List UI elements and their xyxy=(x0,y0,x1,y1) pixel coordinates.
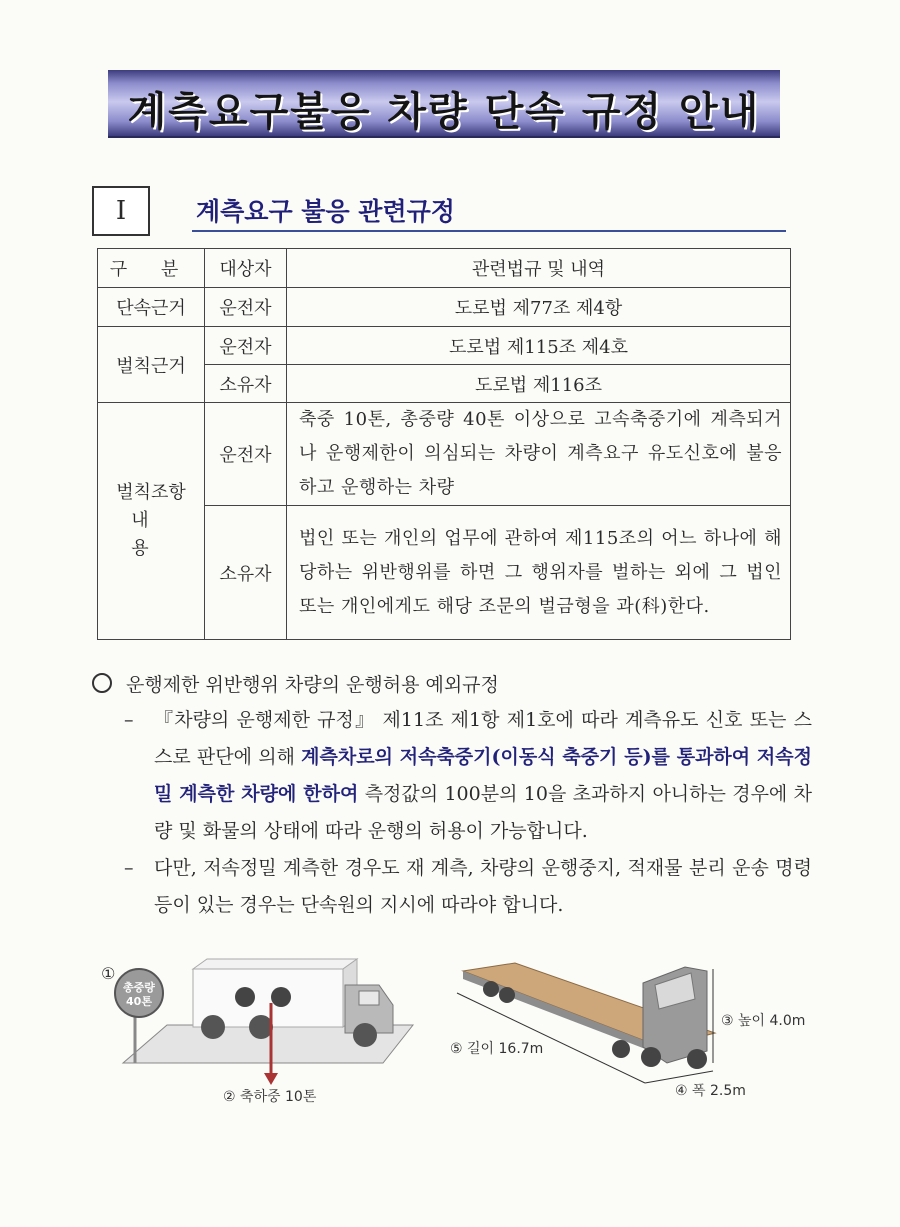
title-banner xyxy=(108,70,780,136)
target-cell: 소유자 xyxy=(205,365,287,403)
exception-rules xyxy=(92,664,812,924)
arrow-head-icon xyxy=(264,1073,278,1085)
header-target: 대상자 xyxy=(205,249,287,288)
list-item xyxy=(124,850,812,924)
category-cell xyxy=(98,403,205,640)
wheel-icon xyxy=(353,1023,377,1047)
label1-line1: 총중량 xyxy=(123,981,155,994)
box-truck-diagram xyxy=(101,959,413,1105)
circle-bullet-icon xyxy=(92,673,112,693)
section-title: 계측요구 불응 관련규정 xyxy=(196,197,455,226)
page-title: 계측요구불응 차량 단속 규정 안내 xyxy=(127,89,761,135)
list-item xyxy=(124,702,812,850)
axle-icon xyxy=(271,987,291,1007)
content-cell: 도로법 제77조 제4항 xyxy=(287,288,791,327)
width-dimension-line xyxy=(645,1071,713,1083)
label1-number: ① xyxy=(101,964,116,983)
regulation-table xyxy=(97,248,791,640)
content-cell: 도로법 제115조 제4호 xyxy=(287,327,791,365)
category-line1: 벌칙조항 xyxy=(116,482,186,503)
wheel-icon xyxy=(687,1049,707,1069)
target-cell: 운전자 xyxy=(205,403,287,506)
list-item-text: 다만, 저속정밀 계측한 경우도 재 계측, 차량의 운행중지, 적재물 분리 운송 명령 등이 있는 경우는 단속원의 지시에 따라야 합니다. xyxy=(154,857,812,916)
category-cell: 단속근거 xyxy=(98,288,205,327)
dash-icon: – xyxy=(124,709,134,731)
target-cell: 운전자 xyxy=(205,327,287,365)
table-row xyxy=(98,403,791,506)
category-line2: 내 용 xyxy=(131,510,171,559)
header-category: 구 분 xyxy=(98,249,205,288)
cab-window xyxy=(359,991,379,1005)
wheel-icon xyxy=(499,987,515,1003)
wheel-icon xyxy=(201,1015,225,1039)
vehicle-illustration xyxy=(95,955,835,1105)
table-row xyxy=(98,288,791,327)
item1-part1: 『차량의 운행제한 규정』 제11조 제1항 제1호에 따라 계측유도 신호 또는 스스로 판단에 의해 xyxy=(154,709,812,768)
item1-part2: 측정값의 100분의 10을 초과하지 아니하는 경우에 차량 및 화물의 상태에 따라 운행의 허용이 가능합니다. xyxy=(154,783,812,842)
wheel-icon xyxy=(612,1040,630,1058)
table-row xyxy=(98,327,791,365)
content-cell: 축중 10톤, 총중량 40톤 이상으로 고속축중기에 계측되거나 운행제한이 의심되는 차량이 계측요구 유도신호에 불응하고 운행하는 차량 xyxy=(287,403,791,506)
list-item-text xyxy=(154,702,812,850)
trailer-truck-diagram xyxy=(450,963,805,1099)
label2: ② 축하중 10톤 xyxy=(223,1089,317,1105)
label1-line2: 40톤 xyxy=(126,995,152,1008)
item1-highlight: 계측차로의 저속축중기(이동식 축중기 등)를 통과하여 저속정밀 계측한 차량에 한하여 xyxy=(154,746,812,805)
section-number: Ⅰ xyxy=(92,186,150,236)
content-cell: 법인 또는 개인의 업무에 관하여 제115조의 어느 하나에 해당하는 위반행위를 하면 그 행위자를 벌하는 외에 그 법인 또는 개인에게도 해당 조문의 벌금형을 과(科)한다. xyxy=(287,506,791,640)
bullet-heading xyxy=(92,664,812,702)
table-header-row xyxy=(98,249,791,288)
wheel-icon xyxy=(483,981,499,997)
label3: ③ 높이 4.0m xyxy=(721,1013,806,1029)
header-content: 관련법규 및 내역 xyxy=(287,249,791,288)
section-underline xyxy=(192,230,786,232)
bullet-heading-text: 운행제한 위반행위 차량의 운행허용 예외규정 xyxy=(126,673,499,696)
dash-icon: – xyxy=(124,857,134,879)
target-cell: 운전자 xyxy=(205,288,287,327)
category-cell: 벌칙근거 xyxy=(98,327,205,403)
cargo-box-top xyxy=(193,959,357,969)
wheel-icon xyxy=(641,1047,661,1067)
target-cell: 소유자 xyxy=(205,506,287,640)
label4: ④ 폭 2.5m xyxy=(675,1083,746,1099)
label5: ⑤ 길이 16.7m xyxy=(450,1041,544,1057)
content-cell: 도로법 제116조 xyxy=(287,365,791,403)
axle-icon xyxy=(235,987,255,1007)
wheel-icon xyxy=(249,1015,273,1039)
